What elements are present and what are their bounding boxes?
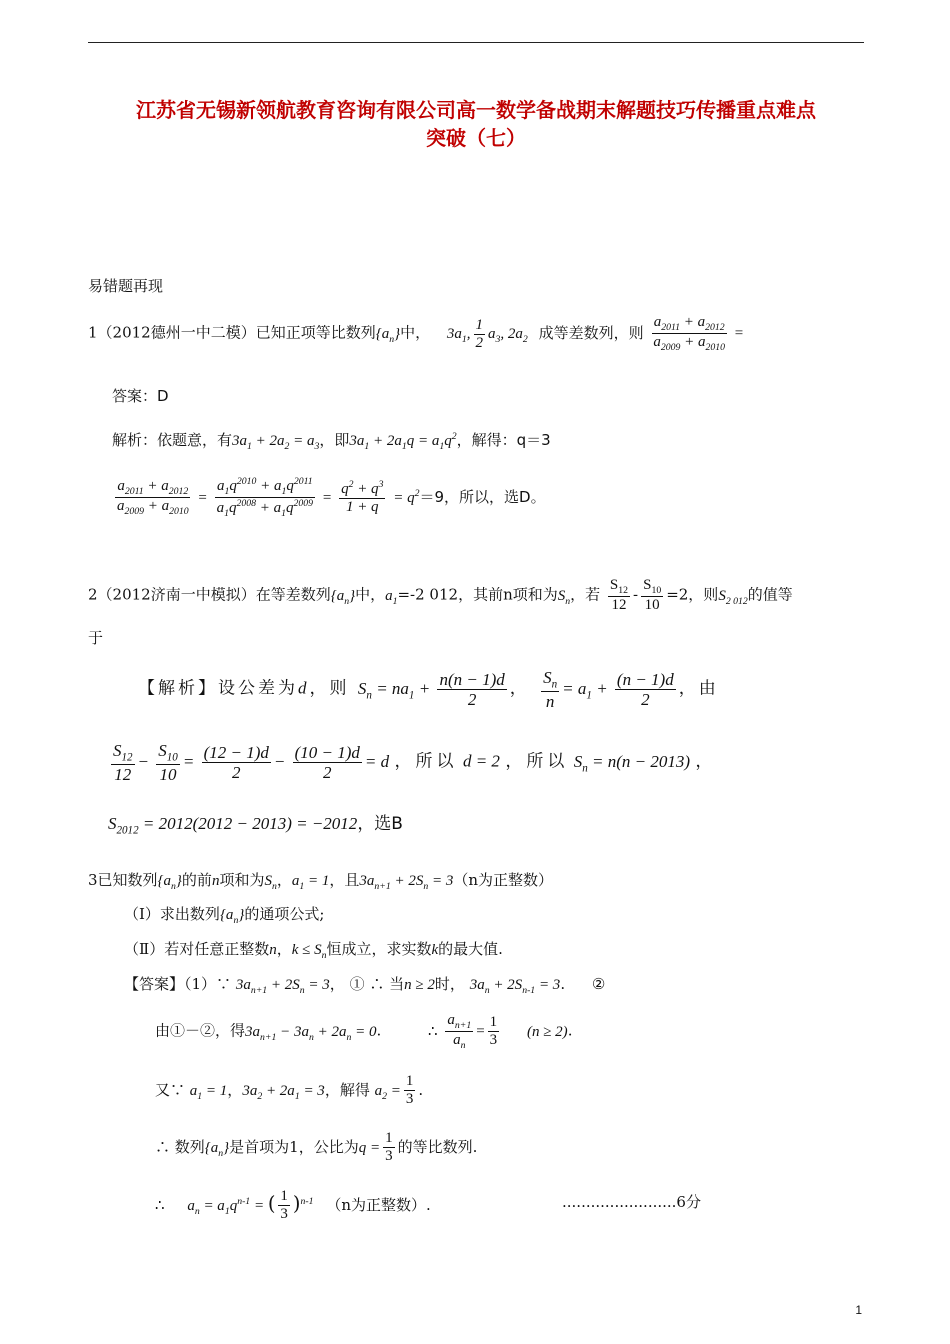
q3-line1-cond: ，且 [329,871,360,889]
q2-analysis-line3: $S_{2012} = 2012(2012 - 2013) = -2012$，选B [108,814,403,837]
q3-answer-label: 【答案】（1）∵ [124,975,232,993]
q3-part1-end: 的通项公式; [244,905,325,923]
q3-line1-mid: 的前 [181,871,212,889]
q3-answer-line3: 又∵ $a_1 = 1$，$3a_2 + 2a_1 = 3$，解得 $a_2$ = $\frac{1}{3}$ . [155,1073,424,1108]
page-number: 1 [855,1303,862,1317]
q3-mark1: ① [349,975,365,993]
q1-terms: $3a_1$, $\frac{1}{2}$ $a_3$, $2a_2$ [446,316,528,351]
q1-seq-an: $\{a_n\}$ [375,325,401,345]
q2-wrap: 于 [88,629,104,647]
section-label: 易错题再现 [88,277,164,295]
q3-score: ........................6分 [562,1193,701,1211]
q3-mark2: ② [591,975,606,993]
q2-analysis-line2: $\frac{S_{12}}{12}$ − $\frac{S_{10}}{10}$ = $\frac{(12 - 1)d}{2}$ − $\frac{(10 - 1)d}{2}$ = d ，所以 d = 2 ，所以 $S_n = n(n - 2013)$ ， [113,741,713,785]
q3-part2-end: 的最大值. [438,940,503,958]
q3-final-suffix: （n为正整数）. [326,1195,431,1214]
title-line-1: 江苏省无锡新领航教育咨询有限公司高一数学备战期末解题技巧传播重点难点 [136,98,816,122]
q3-answer-line1: 【答案】（1）∵ $3a_{n+1} + 2S_n = 3$， ① ∴ 当n ≥ 2时， $3a_n + 2S_{n-1} = 3$. ② [124,975,606,996]
q3-when-text: ∴ 当 [369,975,405,993]
q3-line1-prefix: 3已知数列 [88,871,158,889]
q1-analysis: 解析：依题意，有$3a_1 + 2a_2 = a_3$，即$3a_1 + 2a_1q = a_1q^2$，解得：q＝3 [112,431,551,452]
q2-text-mid: 中， [355,585,386,604]
q3-from-text: 由①－②，得 [155,1021,246,1040]
q2-seq-an: $\{a_n\}$ [330,587,356,607]
q2-a1-value: =-2 012 [397,585,459,604]
q2-text-mid3: ，若 [570,585,601,604]
q1-text-mid2: 成等差数列，则 [538,323,644,342]
q2-equals-value: =2，则 [666,585,719,604]
q1-result-value: ＝9 [419,488,445,507]
q3-answer-line5: ∴ $a_n = a_1q^{n-1}$ = ( $\frac{1}{3}$ )$^{n-1}$ （n为正整数）. [155,1188,431,1223]
title-line-2: 突破（七） [426,126,526,150]
q1-answer: 答案：D [112,387,169,405]
q2-so2: ，所以 [505,751,569,772]
q2-analysis-line1: 【解析】设公差为d，则 $S_n = na_1$ + $\frac{n(n - 1)d}{2}$ ， $\frac{S_n}{n}$ = $a_1$ + $\frac{(n - 1)d}{2}$ ，由 [138,668,719,712]
q3-part1: （Ⅰ）求出数列$\{a_n\}$的通项公式; [124,905,325,926]
q1-statement: 1（2012德州一中二模）已知正项等比数列$\{a_n\}$中， $3a_1$, $\frac{1}{2}$ $a_3$, $2a_2$ 成等差数列，则 $\frac{a_{2011} + a_{2012}}{a_{2009} + a_{2010}}$ = [88,314,744,354]
q3-part2-mid: 恒成立，求实数 [326,940,432,958]
q3-line1-mid2: 项和为 [219,871,265,889]
q2-text-end: 的值等 [747,585,793,604]
q3-line1: 3已知数列$\{a_n\}$的前n项和为$S_n$，$a_1 = 1$，且$3a_{n+1} + 2S_n = 3(n$为正整数） [88,871,553,892]
q2-statement: 2（2012济南一中模拟）在等差数列$\{a_n\}$中，$a_1=-2$ 012，其前n项和为$S_n$，若 $\frac{S_{12}}{12}$ - $\frac{S_{10}}{10}$ =2，则$S_{2 012}$的值等 [88,577,793,614]
q1-derivation: $\frac{a_{2011} + a_{2012}}{a_{2009} + a_{2010}}$ = $\frac{a_1q^{2010} + a_1q^{2011}}{a_1q^{2008} + a_1q^{2009}}$ = $\frac{q^2 + q^3}{1 + q}$ = $q^2=9$，所以，选D。 [117,476,546,520]
page-title [88,96,864,152]
q2-analysis-label: 【解析】设公差为 [138,678,298,699]
q3-when-suffix: 时， [434,975,465,993]
q3-seq-mid: 是首项为1，公比为 [229,1137,359,1156]
header-rule [88,42,864,43]
q2-analysis-then: ，则 [309,678,350,699]
q3-part1-text: （Ⅰ）求出数列 [124,905,220,923]
q2-choice: ，选B [357,814,403,834]
q1-analysis-prefix: 解析：依题意，有 [112,431,233,449]
q3-solve: ，解得 [324,1080,370,1099]
q3-therefore: ∴ [428,1021,438,1040]
q2-analysis-by: ，由 [678,678,719,699]
q1-analysis-suffix: ，解得：q＝3 [456,431,551,449]
q3-part2-text: （Ⅱ）若对任意正整数 [124,940,270,958]
q3-line1-suffix: （n为正整数） [453,871,553,889]
q3-seq-text: ∴ 数列 [155,1137,205,1156]
q3-answer-line2: 由①－②，得$3a_{n+1} - 3a_n + 2a_n = 0$. ∴ $\frac{a_{n+1}}{a_n}$ = $\frac{1}{3}$ (n ≥ 2). [155,1012,573,1052]
q2-so1: ，所以 [394,751,458,772]
q3-seq-end: 的等比数列. [397,1137,478,1156]
q2-text-mid2: ，其前n项和为 [458,585,558,604]
q1-text-mid: 中， [400,323,431,342]
q2-text-prefix: 2（2012济南一中模拟）在等差数列 [88,585,331,604]
q1-ratio-expr: $\frac{a_{2011} + a_{2012}}{a_{2009} + a_{2010}}$ [653,314,725,354]
q3-again: 又∵ [155,1080,186,1099]
q1-analysis-mid: ，即 [319,431,350,449]
q3-part2: （Ⅱ）若对任意正整数n，$k \le S_n$恒成立，求实数k的最大值. [124,940,503,961]
q1-conclusion: ，所以，选D。 [444,488,546,507]
q3-answer-line4: ∴ 数列$\{a_n\}$是首项为1，公比为q = $\frac{1}{3}$ 的等比数列. [155,1130,478,1165]
q1-text-prefix: 1（2012德州一中二模）已知正项等比数列 [88,323,376,342]
